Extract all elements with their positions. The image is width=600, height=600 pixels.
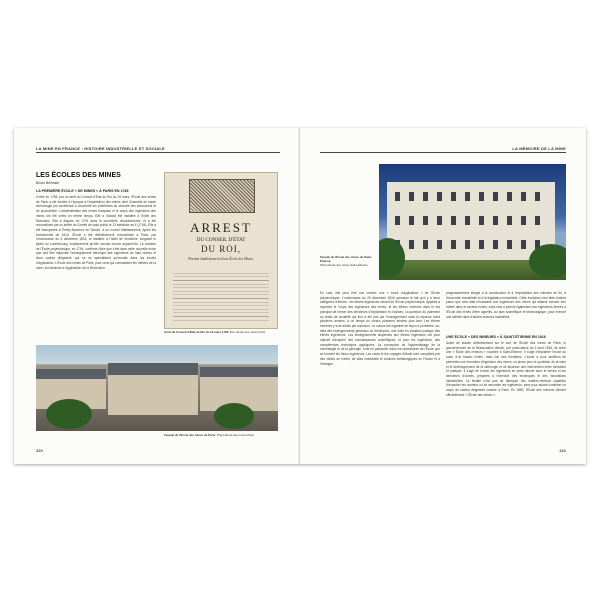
body-text: Créée en 1783, par un arrêt du Conseil d'État du Roi du 19 mars, l'École des mines de Paris a été fondée à l'époque à l'exploitation des mines dont l'industrie de haute technologie par excellence a concentré les problèmes du sécurité des personnels et de productivité. L'administration des mines française et le corps des ingénieurs des mines ont été créés en même temps. Elle a d'abord été installée à l'hôtel des Monnaies. Elle a disparu en 1791 dans la tourmente révolutionnaire, et a été reconstituée par un arrêté du Comité de salut public le 13 messidor an II (1794). Elle a été transportée à Pesey-Nancroix en Savoie, à un nouvel établissement. Après les événements de 1814, l'École a été définitivement reconstituée à Paris, par l'ordonnance du 5 décembre 1816, et installée à l'hôtel de Vendôme, longeant le jardin du Luxembourg, emplacement qu'elle occupe encore aujourd'hui. La création de l'École polytechnique, en 1794, confirme l'idée que c'est dans cette nouvelle école que doit être dispensé l'enseignement théorique des ingénieurs de haut niveau et leurs cadres dirigeants, qui ne se spécialisent qu'ensuite dans les écoles d'application. L'École des mines de Paris, pour ceux qui connaissent les métiers de la mine, est destinée à l'application de la Révolution. xyxy=(36,195,156,270)
window xyxy=(423,216,428,225)
window xyxy=(409,192,414,201)
window xyxy=(437,216,442,225)
header-rule xyxy=(320,152,566,153)
window xyxy=(507,240,512,249)
running-head-left: LA MINE EN FRANCE : HISTOIRE INDUSTRIELLE ET SOCIALE xyxy=(36,146,165,151)
window xyxy=(521,216,526,225)
window xyxy=(465,240,470,249)
decree-text-lines xyxy=(173,273,269,323)
window xyxy=(479,192,484,201)
saint-etienne-caption-text: Façade de l'École des mines de Saint-Étienne. xyxy=(320,255,373,263)
roof xyxy=(200,367,278,377)
roof xyxy=(36,369,106,379)
window xyxy=(437,240,442,249)
section-title: LA PREMIÈRE ÉCOLE « DE MINES » À PARIS EN 1783 xyxy=(36,189,129,193)
left-page xyxy=(14,128,300,464)
decree-subtitle: Portant établissement d'une École des Mines. xyxy=(188,257,254,261)
paris-photo-caption xyxy=(134,434,284,438)
body-text-column-1: En cela, elle peut être vue comme une « école d'application » de l'École polytechnique. L'ordonnance du 25 décembre 1816 consacre le fait qu'il y a deux catégories d'élèves : les élèves-ingénieurs venant de l'École polytechnique, appelés à rejoindre le Corps des ingénieurs des mines, et les élèves externes dans le but principal de former des directeurs d'exploitation et d'usines. La question du paiement du droits de scolarité qui leur a été pris par l'enseignement mais la réponse resta plusieurs années, à un temps du cursus plusieurs années plus tard. Les élèves externes y sont admis par concours. Le cursus est organisé de façon à permettre, au-delà des enseignements généraux ou théoriques, une mise en situation pratique des élèves ingénieurs. Les enseignements dispensés aux élèves ingénieurs ont pour objectif d'acquérir des connaissances scientifiques, et pour les ingénieurs, des compétences techniques appliquées. La conception de l'apprentissage de la minéralogie et de la géologie, c'est en particulier dans les laboratoires de l'École que se forment les futurs ingénieurs. Les cours et les voyages d'étude sont complétés par des visites de mines, de sites industriels et d'usines métallurgiques en France et à l'étranger. xyxy=(320,291,440,366)
window xyxy=(409,216,414,225)
window xyxy=(507,192,512,201)
window xyxy=(521,192,526,201)
page-number-right: 221 xyxy=(559,448,566,453)
decree-caption xyxy=(164,331,280,335)
saint-etienne-caption-credit: Photo École des mines Saint-Étienne xyxy=(320,262,368,267)
decree-title-arrest: ARREST xyxy=(190,220,252,235)
building xyxy=(108,375,198,415)
body-text-column-2b: Avant de statuer définitivement sur le sort de l'École des mines de Paris, le gouvernement de la Restauration décide, par ordonnance du 2 août 1816, de créer une « École des mineurs » touchée à Saint-Étienne. Il s'agit d'implanter l'école au cœur d'un bassin minier, mais loin des frontières. L'école a pour ambition de permettre une formation d'ingénieur des mines, un phare pour le quotidien de la mine et le développement de la sidérurgie et de favoriser une intervention entre formation et pratique. Il s'agit de former les ingénieurs en prise directe avec le terrain et les directeurs d'usines, préparés à l'exercice des techniques et des innovations industrielles. La finalité n'est pas de fabriquer des maîtres-mineurs capables d'encadrer les ouvriers ou de seconder les ingénieurs, sans pour autant combiner un corps de cadres dirigeants comme à Paris. En 1882, l'École des mineurs devient officiellement « l'École des mines ». xyxy=(446,341,566,397)
body-text-column-2: progressivement élargie à la construction et à l'exploitation des chemins de fer, à l'économie industrielle et à la législation industrielle. Cette évolution s'est faite d'abord parce que cela était nécessaire aux ingénieurs des mines qui allaient exercer leur métier dans le secteur minier, mais cela a permis également aux ingénieurs formés à l'École des mines d'être appelés, au plan scientifique et technologique, pour exercer une activité dans d'autres secteurs industriels. xyxy=(446,291,566,319)
page-number-left: 220 xyxy=(36,448,43,453)
section-title-saint-etienne: UNE ÉCOLE « DES MINEURS » À SAINT-ÉTIENNE EN 1816 xyxy=(446,335,546,339)
decree-title-conseil: DU CONSEIL D'ÉTAT xyxy=(196,237,246,243)
roof xyxy=(108,363,198,375)
tree xyxy=(46,399,92,429)
saint-etienne-building-photo xyxy=(379,164,566,280)
window xyxy=(479,240,484,249)
book-spread xyxy=(14,128,586,464)
window xyxy=(465,216,470,225)
window xyxy=(479,216,484,225)
window xyxy=(423,192,428,201)
tree xyxy=(529,244,566,278)
window xyxy=(493,192,498,201)
window xyxy=(451,240,456,249)
window xyxy=(521,240,526,249)
window xyxy=(451,216,456,225)
tree xyxy=(214,403,254,429)
window xyxy=(451,192,456,201)
decree-caption-credit: Éco. École des mines Paris xyxy=(229,330,266,334)
header-rule xyxy=(36,152,280,153)
author-byline: Bruno Belhoste xyxy=(36,181,60,185)
paris-caption-text: Façade de l'École des mines de Paris. xyxy=(164,433,217,437)
paris-building-photo xyxy=(36,345,278,431)
window xyxy=(395,192,400,201)
window xyxy=(535,192,540,201)
window xyxy=(423,240,428,249)
saint-etienne-caption xyxy=(320,256,375,267)
window xyxy=(493,216,498,225)
royal-arms-ornament xyxy=(189,179,255,213)
right-page xyxy=(300,128,586,464)
chapter-title: LES ÉCOLES DES MINES xyxy=(36,172,121,179)
window xyxy=(437,192,442,201)
running-head-right: LA MÉMOIRE DE LA MINE xyxy=(512,146,566,151)
window xyxy=(535,216,540,225)
window xyxy=(409,240,414,249)
decree-image xyxy=(164,172,278,329)
window xyxy=(493,240,498,249)
decree-title-roi: DU ROI, xyxy=(201,244,241,254)
decree-caption-text: Arrêt du Conseil d'État du Roi du 19 mars 1783. xyxy=(164,330,230,334)
window xyxy=(465,192,470,201)
building-facade xyxy=(387,182,555,260)
window xyxy=(395,216,400,225)
paris-caption-credit: Photo École des mines Paris xyxy=(216,433,254,437)
window xyxy=(507,216,512,225)
